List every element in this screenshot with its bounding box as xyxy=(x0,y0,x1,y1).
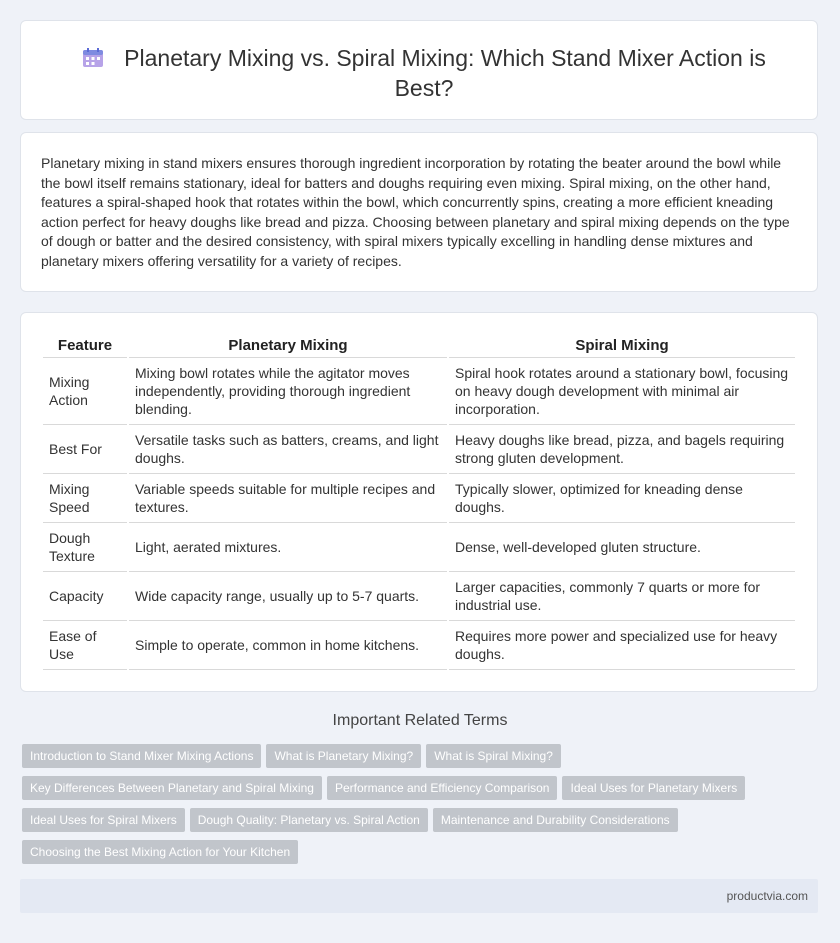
spiral-cell: Typically slower, optimized for kneading dense doughs. xyxy=(449,474,795,523)
related-term-tag[interactable]: Ideal Uses for Spiral Mixers xyxy=(22,808,185,832)
related-term-tag[interactable]: Ideal Uses for Planetary Mixers xyxy=(562,776,745,800)
planetary-cell: Wide capacity range, usually up to 5-7 quarts. xyxy=(129,572,447,621)
planetary-cell: Variable speeds suitable for multiple recipes and textures. xyxy=(129,474,447,523)
header-spiral: Spiral Mixing xyxy=(449,333,795,358)
planetary-cell: Versatile tasks such as batters, creams, and light doughs. xyxy=(129,425,447,474)
related-term-tag[interactable]: What is Spiral Mixing? xyxy=(426,744,561,768)
intro-paragraph: Planetary mixing in stand mixers ensures thorough ingredient incorporation by rotating the beater around the bowl while the bowl itself remains stationary, ideal for batters and doughs requiring even mixing. Spiral mixing, on the other hand, features a spiral-shaped hook that rotates within the bowl, which concurrently spins, creating a more efficient kneading action perfect for heavy doughs like bread and pizza. Choosing between planetary and spiral mixing depends on the type of dough or batter and the desired consistency, with spiral mixers typically excelling in handling dense mixtures and planetary mixers offering versatility for a variety of recipes. xyxy=(41,155,790,269)
related-term-tag[interactable]: Maintenance and Durability Considerations xyxy=(433,808,678,832)
related-term-tag[interactable]: Dough Quality: Planetary vs. Spiral Action xyxy=(190,808,428,832)
related-term-tag[interactable]: Key Differences Between Planetary and Spiral Mixing xyxy=(22,776,322,800)
table-row xyxy=(43,621,795,670)
spiral-cell: Spiral hook rotates around a stationary bowl, focusing on heavy dough development with minimal air incorporation. xyxy=(449,358,795,425)
feature-cell: Capacity xyxy=(43,572,127,621)
comparison-card xyxy=(20,312,818,692)
footer-site-link[interactable]: productvia.com xyxy=(726,889,808,903)
table-row xyxy=(43,523,795,572)
related-terms-list xyxy=(22,744,812,872)
spiral-cell: Dense, well-developed gluten structure. xyxy=(449,523,795,572)
calendar-icon xyxy=(82,45,104,65)
spiral-cell: Larger capacities, commonly 7 quarts or more for industrial use. xyxy=(449,572,795,621)
intro-card xyxy=(20,132,818,292)
feature-cell: Ease of Use xyxy=(43,621,127,670)
footer-bar xyxy=(20,879,818,913)
related-terms-title: Important Related Terms xyxy=(332,712,508,729)
table-row xyxy=(43,425,795,474)
related-term-tag[interactable]: Choosing the Best Mixing Action for Your Kitchen xyxy=(22,840,298,864)
spiral-cell: Requires more power and specialized use for heavy doughs. xyxy=(449,621,795,670)
header-feature: Feature xyxy=(43,333,127,358)
feature-cell: Mixing Action xyxy=(43,358,127,425)
related-term-tag[interactable]: Performance and Efficiency Comparison xyxy=(327,776,558,800)
feature-cell: Dough Texture xyxy=(43,523,127,572)
table-row xyxy=(43,358,795,425)
page-title-row xyxy=(61,43,787,103)
spiral-cell: Heavy doughs like bread, pizza, and bagels requiring strong gluten development. xyxy=(449,425,795,474)
header-planetary: Planetary Mixing xyxy=(129,333,447,358)
title-card xyxy=(20,20,818,120)
planetary-cell: Mixing bowl rotates while the agitator moves independently, providing thorough ingredient blending. xyxy=(129,358,447,425)
planetary-cell: Simple to operate, common in home kitchens. xyxy=(129,621,447,670)
table-header-row xyxy=(43,333,795,358)
comparison-table xyxy=(41,333,797,670)
planetary-cell: Light, aerated mixtures. xyxy=(129,523,447,572)
table-row xyxy=(43,572,795,621)
table-row xyxy=(43,474,795,523)
related-term-tag[interactable]: What is Planetary Mixing? xyxy=(266,744,421,768)
page-title: Planetary Mixing vs. Spiral Mixing: Which Stand Mixer Action is Best? xyxy=(124,45,766,101)
feature-cell: Best For xyxy=(43,425,127,474)
related-term-tag[interactable]: Introduction to Stand Mixer Mixing Actions xyxy=(22,744,261,768)
feature-cell: Mixing Speed xyxy=(43,474,127,523)
